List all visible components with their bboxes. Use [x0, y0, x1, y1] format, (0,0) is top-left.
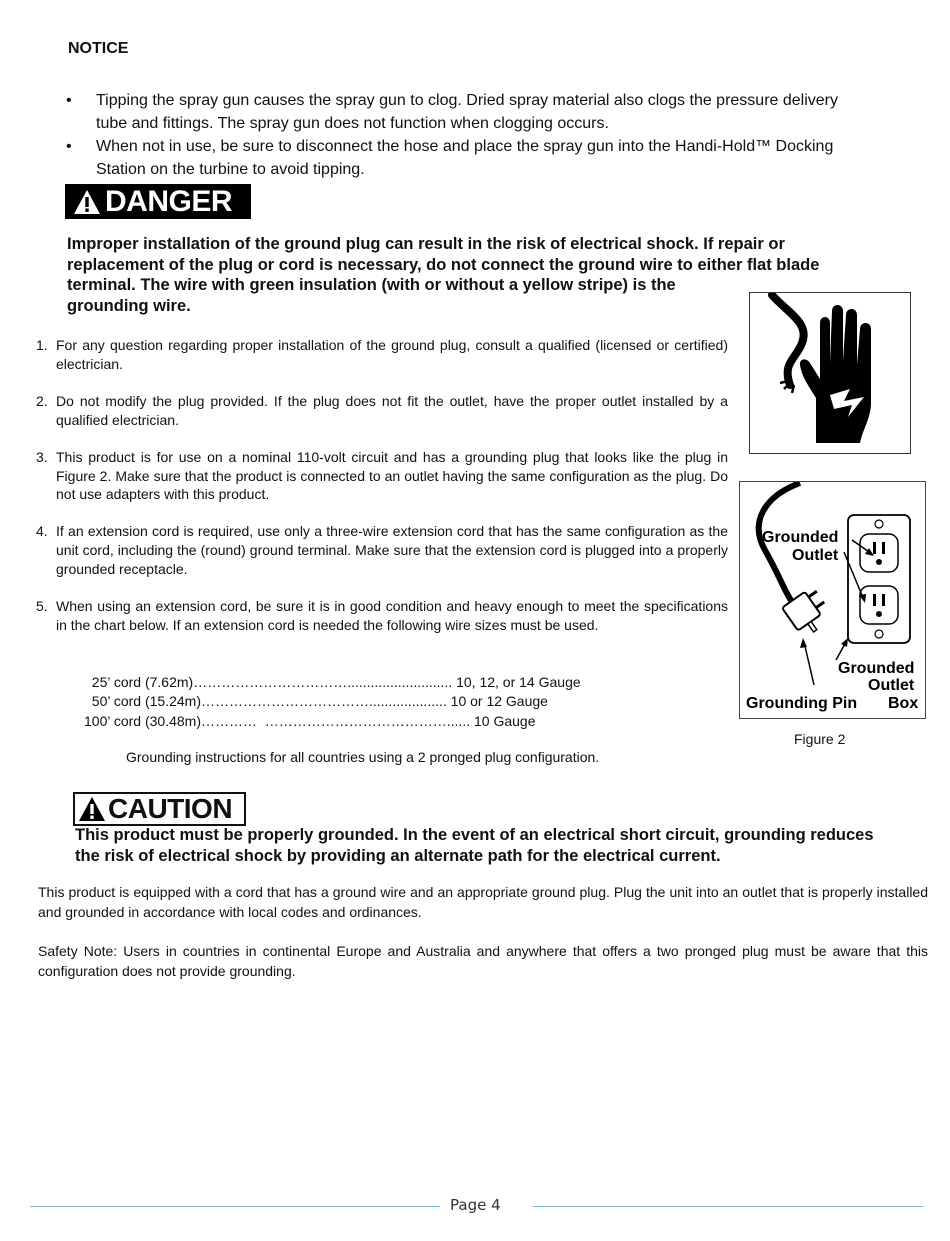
grounded-outlet-diagram: [740, 482, 924, 717]
footer-rule: [533, 1206, 923, 1207]
danger-line: grounding wire.: [67, 296, 191, 315]
page-number: Page 4: [450, 1196, 501, 1214]
electric-shock-hazard-icon: [749, 292, 911, 454]
warning-triangle-icon: [78, 796, 106, 822]
item-text: When using an extension cord, be sure it is in good condition and heavy enough to meet the specifications in the chart below. If an extension cord is needed the following wire sizes must be used.: [56, 598, 728, 633]
caution-line: the risk of electrical shock by providing an alternate path for the electrical current.: [75, 846, 721, 865]
svg-text:Box: [888, 695, 918, 712]
bullet-line: Station on the turbine to avoid tipping.: [96, 161, 365, 178]
svg-text:Grounded: [762, 529, 838, 546]
hand-shock-icon: [750, 293, 909, 452]
bullet-dot: •: [66, 138, 72, 155]
caution-badge: [73, 792, 246, 826]
box-label: Grounded: [838, 660, 915, 677]
grounding-instructions-list: [36, 336, 728, 653]
item-number: 2.: [36, 392, 48, 409]
notice-bullet-list: [66, 89, 936, 181]
item-number: 1.: [36, 337, 48, 353]
bullet-line: tube and fittings. The spray gun does not function when clogging occurs.: [96, 115, 609, 132]
paragraph: This product is equipped with a cord that has a ground wire and an appropriate ground plug. Plug the unit into an outlet that is properly installed and grounded in accordance with local codes and ordinances.: [38, 884, 928, 920]
list-item: [36, 336, 728, 373]
item-text: For any question regarding proper installation of the ground plug, consult a qualified (licensed or certified) electrician.: [56, 337, 728, 372]
outlet-label: Grounded: [762, 529, 839, 546]
cord-gauge-table: [84, 673, 581, 731]
grounding-note: Grounding instructions for all countries using a 2 pronged plug configuration.: [126, 749, 600, 765]
item-number: 5.: [36, 598, 48, 615]
footer-rule: [30, 1206, 440, 1207]
figure-caption: Figure 2: [794, 731, 846, 747]
item-number: 3.: [36, 448, 48, 465]
box-label: Outlet: [868, 677, 915, 694]
outlet-label: Outlet: [792, 547, 839, 564]
bullet-line: Tipping the spray gun causes the spray gun to clog. Dried spray material also clogs the pressure delivery: [96, 92, 839, 109]
list-item: [36, 597, 728, 634]
item-text: Do not modify the plug provided. If the plug does not fit the outlet, have the proper outlet installed by a qualified electrician.: [56, 392, 728, 428]
danger-line: Improper installation of the ground plug can result in the risk of electrical shock. If repair or: [67, 235, 785, 253]
list-item: [36, 522, 728, 578]
cord-row: 50’ cord (15.24m)……………………………….................... 10 or 12 Gauge: [84, 693, 548, 710]
danger-badge: [65, 184, 251, 219]
notice-bullet-1: [66, 89, 936, 135]
caution-label: CAUTION: [108, 793, 233, 824]
item-number: 4.: [36, 523, 48, 540]
bullet-line: When not in use, be sure to disconnect the hose and place the spray gun into the Handi-Hold™ Docking: [96, 138, 834, 155]
cord-row: 100’ cord (30.48m)………… …………………………………...... 10 Gauge: [84, 712, 536, 729]
caution-warning-text: [75, 825, 945, 866]
item-text: This product is for use on a nominal 110-volt circuit and has a grounding plug that looks like the plug in Figure 2. Make sure that the product is connected to an outlet having the same configuration as the plug. Do not use adapters with this product.: [56, 448, 728, 503]
danger-label: DANGER: [105, 184, 233, 218]
svg-text:Outlet: [868, 677, 915, 694]
safety-note: Safety Note: Users in countries in continental Europe and Australia and anywhere that offers a two pronged plug must be aware that this configuration does not provide grounding.: [38, 943, 928, 979]
notice-bullet-2: [66, 135, 936, 181]
danger-line: terminal. The wire with green insulation (with or without a yellow stripe) is the: [67, 276, 676, 294]
svg-text:Outlet: [792, 547, 839, 564]
danger-line: replacement of the plug or cord is necessary, do not connect the ground wire to either flat blade: [67, 255, 820, 274]
warning-triangle-icon: [73, 189, 101, 215]
box-label: Box: [888, 695, 919, 712]
notice-heading: NOTICE: [68, 40, 129, 57]
item-text: If an extension cord is required, use only a three-wire extension cord that has the same configuration as the unit cord, including the (round) ground terminal. Make sure that the extension cord is plugged into a properly grounded receptacle.: [56, 523, 728, 577]
caution-line: This product must be properly grounded. In the event of an electrical short circuit, grounding reduces: [75, 826, 874, 844]
svg-text:Grounded: [838, 660, 914, 677]
cord-row: 25’ cord (7.62m)……………………………........................... 10, 12, or 14 Gauge: [84, 674, 581, 690]
list-item: [36, 392, 728, 429]
grounded-outlet-figure: [739, 481, 926, 719]
svg-text:Grounding Pin: [746, 695, 857, 712]
bullet-dot: •: [66, 92, 72, 109]
pin-label: Grounding Pin: [746, 695, 858, 712]
list-item: [36, 448, 728, 504]
